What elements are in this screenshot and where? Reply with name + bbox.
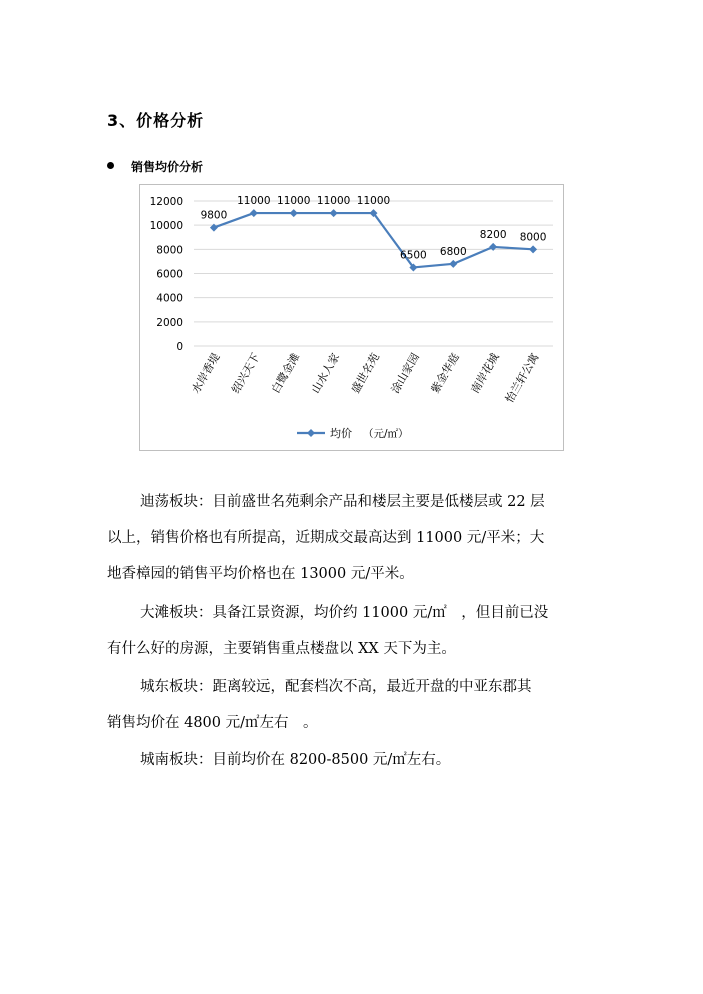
legend-label: 均价	[330, 427, 352, 440]
x-category-label: 南岸花城	[468, 351, 502, 396]
data-label: 11000	[356, 195, 391, 208]
data-label: 11000	[277, 195, 311, 208]
y-tick-label: 2000	[156, 316, 183, 329]
paragraph-chengnan	[107, 742, 607, 778]
data-label: 11000	[316, 195, 351, 208]
x-category-label: 白鹭金滩	[269, 351, 303, 396]
data-point-marker	[449, 260, 457, 268]
data-label: 6800	[439, 245, 467, 258]
paragraph-line: 有什么好的房源，主要销售重点楼盘以 XX 天下为主。	[107, 641, 456, 657]
y-tick-label: 6000	[156, 268, 183, 281]
y-tick-label: 4000	[156, 292, 183, 305]
data-label: 8200	[479, 228, 507, 241]
bullet-label: 销售均价分析	[131, 160, 204, 174]
data-point-marker	[250, 209, 258, 217]
paragraph-line: 销售均价在 4800 元/㎡左右 。	[107, 715, 318, 731]
data-point-marker	[290, 209, 298, 217]
data-point-marker	[529, 245, 537, 253]
y-tick-label: 12000	[149, 196, 183, 208]
x-category-label: 水岸香堤	[189, 351, 223, 396]
bullet-dot-icon	[107, 162, 114, 169]
y-tick-label: 0	[176, 341, 183, 353]
x-category-label: 涂山家园	[388, 351, 422, 396]
chart-canvas	[140, 185, 565, 452]
legend-unit: （元/㎡）	[363, 428, 409, 440]
paragraph-line: 地香樟园的销售平均价格也在 13000 元/平米。	[107, 566, 414, 582]
x-category-label: 山水人家	[308, 351, 343, 396]
legend-marker-icon	[307, 429, 315, 437]
paragraph-datan	[107, 595, 607, 667]
y-tick-label: 8000	[156, 244, 183, 257]
data-label: 9800	[200, 209, 228, 222]
y-tick-label: 10000	[149, 220, 183, 233]
paragraph-line: 迪荡板块：目前盛世名苑剩余产品和楼层主要是低楼层或 22 层	[140, 494, 545, 510]
paragraph-chengdong	[107, 669, 607, 741]
data-label: 11000	[237, 195, 271, 208]
x-category-label: 紫金华庭	[428, 351, 462, 396]
paragraph-line: 以上，销售价格也有所提高，近期成交最高达到 11000 元/平米；大	[107, 530, 545, 546]
paragraph-line: 城南板块：目前均价在 8200-8500 元/㎡左右。	[140, 752, 451, 768]
data-point-marker	[330, 209, 338, 217]
price-line-chart	[139, 184, 564, 451]
x-category-label: 绍兴天下	[229, 351, 263, 396]
x-category-label: 怡兰轩公寓	[502, 351, 542, 406]
paragraph-line: 大滩板块：具备江景资源，均价约 11000 元/㎡ ，但目前已没	[140, 605, 549, 621]
data-label: 8000	[519, 231, 547, 244]
paragraph-didang	[107, 484, 607, 592]
section-heading: 3、价格分析	[107, 111, 205, 130]
x-category-label: 盛世名苑	[348, 351, 383, 396]
paragraph-line: 城东板块：距离较远，配套档次不高，最近开盘的中亚东郡其	[140, 679, 532, 695]
data-label: 6500	[400, 249, 427, 262]
